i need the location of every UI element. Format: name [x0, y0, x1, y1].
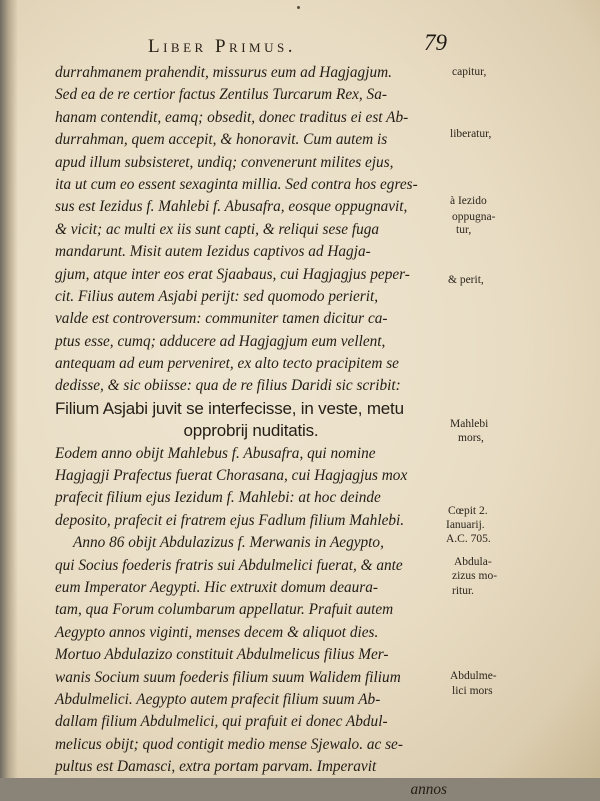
text-line: prafecit filium ejus Iezidum f. Mahlebi: at hoc deinde — [55, 489, 381, 507]
text-line: dallam filium Abdulmelici, qui prafuit ei donec Abdul- — [55, 713, 388, 731]
margin-note-abdula: Abdula- — [454, 556, 492, 568]
margin-note-perit: & perit, — [448, 274, 484, 286]
main-text-block — [55, 62, 447, 801]
text-line: deposito, prafecit ei fratrem ejus Fadlum filium Mahlebi. — [55, 511, 405, 529]
text-line: Abdulmelici. Aegypto autem prafecit filium suum Ab- — [55, 690, 381, 708]
text-line: Anno 86 obijt Abdulazizus f. Merwanis in Aegypto, — [73, 534, 384, 552]
margin-note-moritur: ritur. — [452, 585, 475, 597]
text-line: eum Imperator Aegypti. Hic extruxit domum deaura- — [55, 578, 379, 596]
margin-note-zizus: zizus mo- — [452, 570, 498, 582]
text-line: tam, qua Forum columbarum appellatur. Prafuit autem — [55, 601, 394, 619]
quoted-verse-line: opprobrij nuditatis. — [183, 421, 319, 441]
margin-note-mors: mors, — [458, 432, 484, 444]
margin-note-year: A.C. 705. — [446, 533, 491, 545]
margin-note-tur: tur, — [456, 224, 472, 236]
text-line: valde est controversum: communiter tamen dicitur ca- — [55, 310, 388, 328]
text-line: ptus esse, cumq; adducere ad Hagjagjum eum vellent, — [55, 332, 386, 350]
margin-note-ianuarij: Ianuarij. — [446, 519, 485, 531]
text-line: dedisse, & sic obiisse: qua de re filius Daridi sic scribit: — [55, 377, 401, 395]
quoted-verse-line: Filium Asjabi juvit se interfecisse, in veste, metu — [55, 398, 404, 418]
margin-note-liberatur: liberatur, — [450, 128, 492, 140]
text-line: Eodem anno obijt Mahlebus f. Abusafra, qui nomine — [55, 444, 376, 462]
binding-shadow — [0, 0, 18, 778]
margin-note-abdulme: Abdulme- — [450, 670, 497, 682]
text-line: sus est Iezidus f. Mahlebi f. Abusafra, eosque oppugnavit, — [55, 198, 408, 216]
margin-note-a-iezido: à Iezido — [450, 195, 487, 207]
text-line: pultus est Damasci, extra portam parvam. Imperavit — [55, 758, 377, 776]
catchword: annos — [410, 780, 447, 798]
text-line: mandarunt. Misit autem Iezidus captivos ad Hagja- — [55, 243, 371, 261]
running-title: Liber Primus. — [148, 36, 296, 57]
text-line: Hagjagji Prafectus fuerat Chorasana, cui Hagjagjus mox — [55, 467, 408, 485]
text-line: wanis Socium suum foederis filium suum Walidem filium — [55, 668, 401, 686]
text-line: melicus obijt; quod contigit medio mense Sjewalo. ac se- — [55, 735, 403, 753]
text-line: durrahmanem prahendit, missurus eum ad Hagjagjum. — [55, 64, 392, 81]
text-line: hanam contendit, eamq; obsedit, donec traditus ei est Ab- — [55, 108, 409, 126]
text-line: gjum, atque inter eos erat Sjaabaus, cui Hagjagjus peper- — [55, 265, 410, 283]
text-line: Sed ea de re certior factus Zentilus Turcarum Rex, Sa- — [55, 86, 387, 104]
text-line: apud illum subsisteret, undiq; convenerunt milites ejus, — [55, 153, 394, 171]
text-line: cit. Filius autem Asjabi perijt: sed quomodo perierit, — [55, 287, 379, 305]
text-line: & vicit; ac multi ex iis sunt capti, & reliqui sese fuga — [55, 220, 380, 238]
text-line: Mortuo Abdulazizo constituit Abdulmelicus filius Mer- — [55, 646, 389, 664]
margin-note-mahlebi: Mahlebi — [450, 418, 489, 430]
text-line: qui Socius foederis fratris sui Abdulmelici fuerat, & ante — [55, 556, 403, 574]
text-line: ita ut cum eo essent sexaginta millia. Sed contra hos egres- — [55, 175, 418, 193]
ink-speck — [297, 6, 300, 9]
margin-note-oppugna: oppugna- — [452, 211, 496, 223]
text-line: Aegypto annos viginti, menses decem & aliquot dies. — [55, 623, 379, 641]
margin-note-capitur: capitur, — [452, 66, 487, 78]
page-number: 79 — [424, 30, 447, 55]
text-line: durrahman, quem accepit, & honoravit. Cum autem is — [55, 131, 388, 149]
margin-note-lici-mors: lici mors — [452, 685, 493, 697]
text-line: antequam ad eum perveniret, ex alto tecto pracipitem se — [55, 355, 399, 373]
margin-note-coepit: Cœpit 2. — [448, 505, 488, 517]
